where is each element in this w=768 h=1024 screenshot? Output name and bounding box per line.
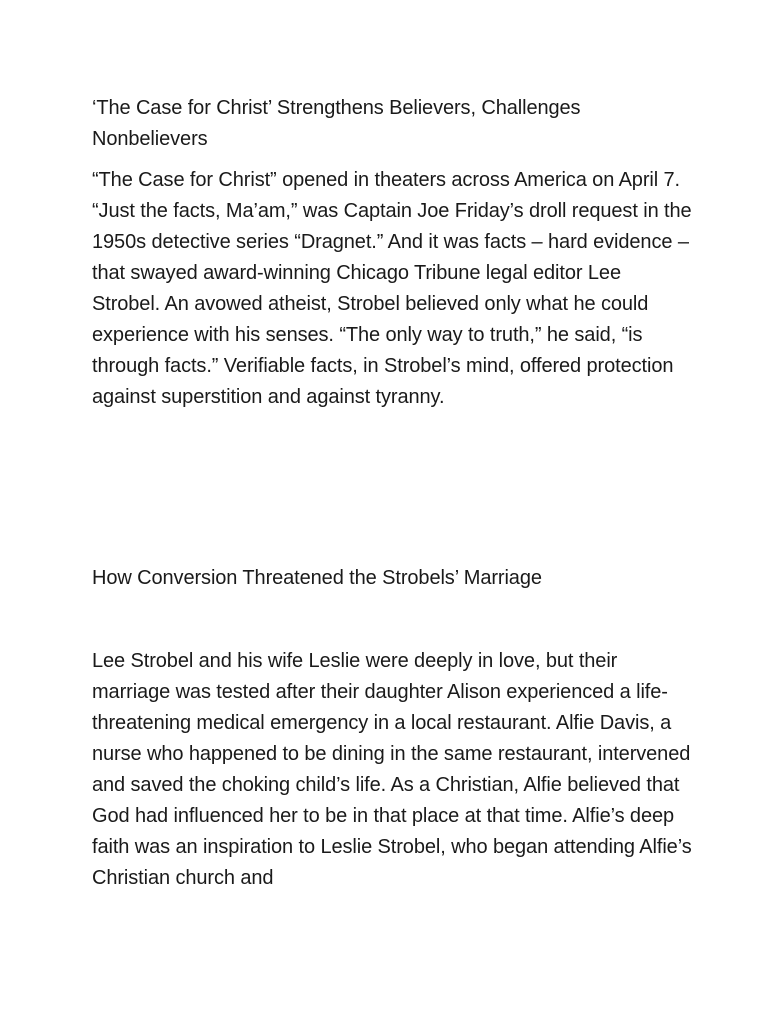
section-paragraph: Lee Strobel and his wife Leslie were deeply in love, but their marriage was tested after their daughter Alison experienced a life-threatening medical emergency in a local restaurant. Alfie Davis, a nurse who happened to be dining in the same restaurant, intervened and saved the choking child’s life. As a Christian, Alfie believed that God had influenced her to be in that place at that time. Alfie’s deep faith was an inspiration to Leslie Strobel, who began attending Alfie’s Christian church and [92,650,692,889]
section-heading: How Conversion Threatened the Strobels’ Marriage [92,567,542,589]
document-title: ‘The Case for Christ’ Strengthens Believers, Challenges Nonbelievers [92,97,581,150]
intro-paragraph: “The Case for Christ” opened in theaters across America on April 7. “Just the facts, Ma’am,” was Captain Joe Friday’s droll request in the 1950s detective series “Dragnet.” And it was facts – hard evidence – that swayed award-winning Chicago Tribune legal editor Lee Strobel. An avowed atheist, Strobel believed only what he could experience with his senses. “The only way to truth,” he said, “is through facts.” Verifiable facts, in Strobel’s mind, offered protection against superstition and against tyranny. [92,169,692,408]
